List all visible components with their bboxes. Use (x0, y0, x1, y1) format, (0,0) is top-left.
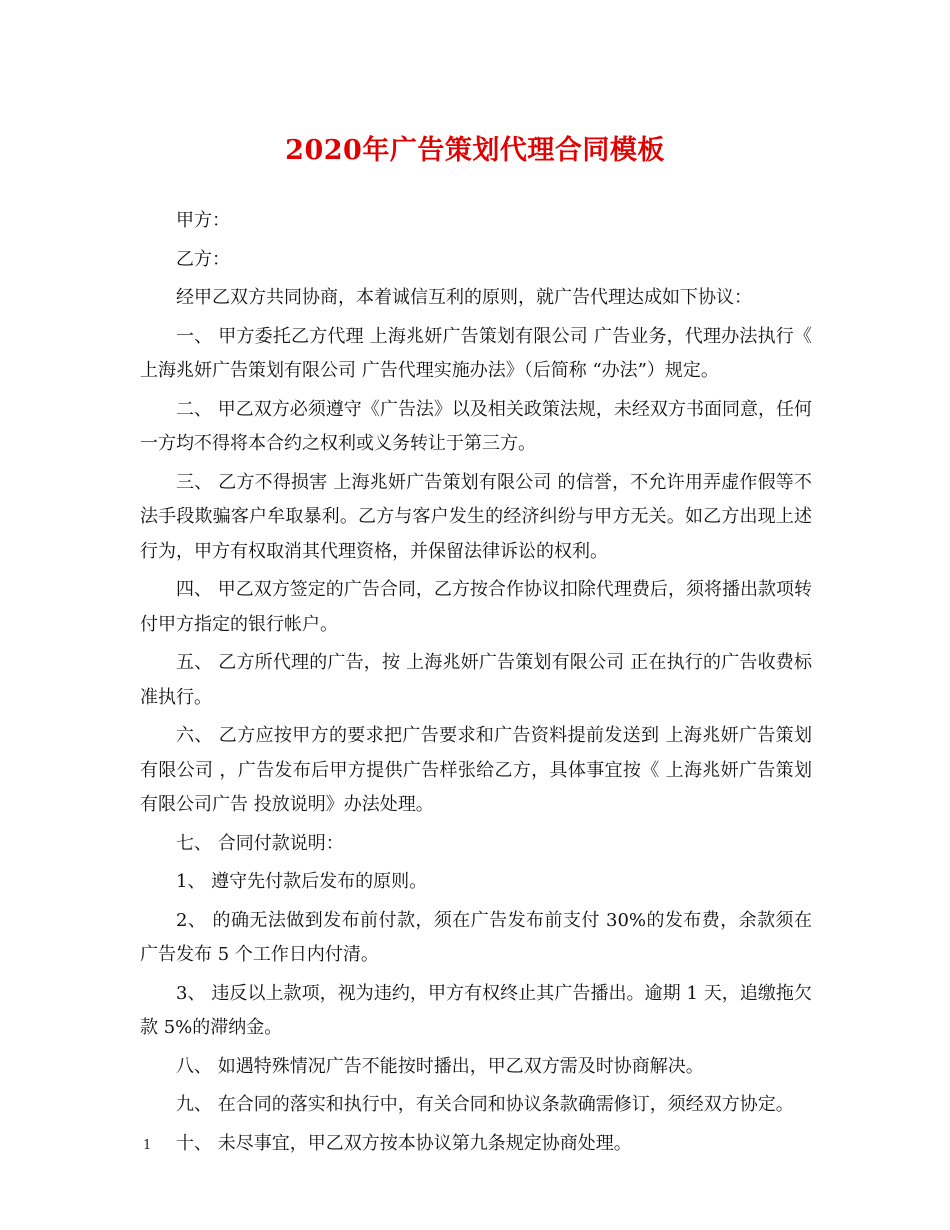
clause-9: 九、 在合同的落实和执行中，有关合同和协议条款确需修订，须经双方协定。 (176, 1094, 794, 1115)
clause-7: 七、 合同付款说明： (176, 832, 344, 854)
payment-item-3: 3、 违反以上款项，视为违约，甲方有权终止其广告播出。逾期 1 天，追缴拖欠款 5%的滞纳金。 (140, 982, 812, 1038)
party-b-line: 乙方： (176, 248, 230, 270)
clause-6: 六、 乙方应按甲方的要求把广告要求和广告资料提前发送到 上海兆妍广告策划有限公司 ，广告发布后甲方提供广告样张给乙方，具体事宜按《 上海兆妍广告策划有限公司广告 投放说明》办法处理。 (140, 725, 812, 815)
clause-1: 一、 甲方委托乙方代理 上海兆妍广告策划有限公司 广告业务，代理办法执行《 上海兆妍广告策划有限公司 广告代理实施办法》（后简称 “办法”）规定。 (140, 325, 812, 381)
clause-8: 八、 如遇特殊情况广告不能按时播出，甲乙双方需及时协商解决。 (176, 1055, 704, 1077)
page-number: 1 (143, 1138, 152, 1153)
document-body (140, 204, 812, 1165)
payment-item-2: 2、 的确无法做到发布前付款，须在广告发布前支付 30%的发布费，余款须在广告发布 5 个工作日内付清。 (140, 909, 812, 965)
party-a-line: 甲方： (176, 210, 230, 231)
clause-3: 三、 乙方不得损害 上海兆妍广告策划有限公司 的信誉，不允许用弄虚作假等不法手段欺骗客户牟取暴利。乙方与客户发生的经济纠纷与甲方无关。如乙方出现上述行为，甲方有权取消其代理资格，并保留法律诉讼的权利。 (140, 471, 812, 562)
clause-10: 十、 未尽事宜，甲乙双方按本协议第九条规定协商处理。 (176, 1132, 632, 1154)
clause-4: 四、 甲乙双方签定的广告合同，乙方按合作协议扣除代理费后，须将播出款项转付甲方指定的银行帐户。 (140, 579, 812, 635)
document-title: 2020年广告策划代理合同模板 (285, 135, 665, 166)
preamble-paragraph: 经甲乙双方共同协商，本着诚信互利的原则，就广告代理达成如下协议： (176, 287, 752, 308)
payment-item-1: 1、 遵守先付款后发布的原则。 (176, 871, 428, 892)
clause-2: 二、 甲乙双方必须遵守《广告法》以及相关政策法规，未经双方书面同意，任何一方均不得将本合约之权利或义务转让于第三方。 (140, 398, 812, 454)
clause-5: 五、 乙方所代理的广告，按 上海兆妍广告策划有限公司 正在执行的广告收费标准执行。 (140, 652, 812, 708)
